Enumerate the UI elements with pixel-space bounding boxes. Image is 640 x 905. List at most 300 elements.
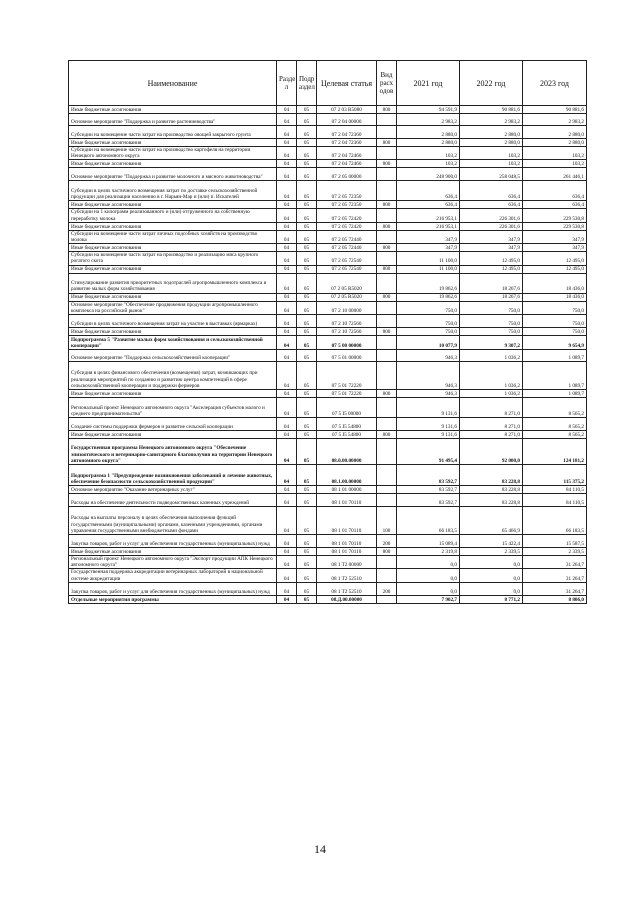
cell-subsection: 05 [297, 301, 317, 314]
cell-2023: 31 264,7 [523, 569, 587, 582]
cell-2023: 18 436,0 [523, 273, 587, 293]
cell-subsection: 05 [297, 106, 317, 114]
cell-2022: 83 228,8 [460, 486, 523, 494]
cell-subsection: 05 [297, 486, 317, 494]
cell-name: Расходы на выплаты персоналу в целях обеспечения выполнения функций государственными (муниципальными) органами, казенными учреждениями, органами управления государственными внебюджетными фондами [69, 507, 277, 535]
cell-section: 04 [277, 106, 297, 114]
table-row [69, 230, 587, 243]
table-row [69, 535, 587, 548]
cell-2022: 83 228,8 [460, 494, 523, 507]
cell-target: 07 5 01 72220 [317, 390, 377, 398]
cell-target: 07 5 I5 54800 [317, 431, 377, 439]
cell-2021: 750,0 [397, 328, 460, 336]
cell-target: 07 2 04 72360 [317, 139, 377, 147]
cell-2022: 0,0 [460, 556, 523, 569]
cell-2023: 750,0 [523, 328, 587, 336]
cell-section: 04 [277, 494, 297, 507]
cell-2021: 83 592,7 [397, 486, 460, 494]
table-row [69, 486, 587, 494]
cell-2021: 216 953,1 [397, 222, 460, 230]
cell-2022: 1 036,2 [460, 350, 523, 362]
cell-kind [377, 362, 397, 390]
cell-target: 07 2 05 72350 [317, 181, 377, 201]
cell-section: 04 [277, 582, 297, 595]
cell-name: Государственная программа Ненецкого автономного округа "Обеспечение эпизоотического и ветеринарно-санитарного благополучия на территории Ненецкого автономного округа" [69, 439, 277, 465]
cell-target: 07 2 04 00000 [317, 114, 377, 126]
cell-section: 04 [277, 139, 297, 147]
cell-target: 08 1 T2 52510 [317, 582, 377, 595]
cell-section: 04 [277, 293, 297, 301]
cell-target: 07 2 10 72560 [317, 328, 377, 336]
cell-2022: 226 301,6 [460, 222, 523, 230]
cell-2021: 2 983,2 [397, 114, 460, 126]
table-row [69, 147, 587, 160]
cell-name: Расходы на обеспечение деятельности подведомственных казенных учреждений [69, 494, 277, 507]
cell-kind [377, 350, 397, 362]
cell-section: 04 [277, 336, 297, 350]
table-row [69, 390, 587, 398]
cell-subsection: 05 [297, 230, 317, 243]
cell-name: Иные бюджетные ассигнования [69, 201, 277, 209]
cell-2023: 2 880,0 [523, 139, 587, 147]
cell-section: 04 [277, 439, 297, 465]
cell-2021: 347,9 [397, 230, 460, 243]
table-row [69, 569, 587, 582]
cell-2023: 8 806,0 [523, 595, 587, 603]
cell-subsection: 05 [297, 315, 317, 328]
cell-name: Иные бюджетные ассигнования [69, 160, 277, 168]
header-subsection: Подр аздел [297, 61, 317, 106]
cell-2021: 7 902,7 [397, 595, 460, 603]
cell-kind [377, 181, 397, 201]
cell-subsection: 05 [297, 439, 317, 465]
cell-2022: 258 048,5 [460, 168, 523, 181]
table-row [69, 494, 587, 507]
cell-2022: 347,9 [460, 244, 523, 252]
cell-2023: 84 110,5 [523, 494, 587, 507]
cell-subsection: 05 [297, 465, 317, 486]
cell-kind: 800 [377, 431, 397, 439]
table-row [69, 244, 587, 252]
cell-2023: 229 530,8 [523, 222, 587, 230]
header-2023: 2023 год [523, 61, 587, 106]
table-body [69, 106, 587, 604]
cell-subsection: 05 [297, 181, 317, 201]
cell-2021: 2 880,0 [397, 126, 460, 139]
cell-2023: 261 446,1 [523, 168, 587, 181]
cell-2022: 750,0 [460, 315, 523, 328]
cell-kind [377, 494, 397, 507]
cell-kind: 200 [377, 535, 397, 548]
cell-section: 04 [277, 486, 297, 494]
cell-2021: 10 077,9 [397, 336, 460, 350]
cell-2023: 347,9 [523, 244, 587, 252]
cell-2022: 90 881,6 [460, 106, 523, 114]
cell-section: 04 [277, 230, 297, 243]
cell-section: 04 [277, 507, 297, 535]
cell-2022: 750,0 [460, 301, 523, 314]
table-row [69, 252, 587, 265]
cell-section: 04 [277, 569, 297, 582]
cell-2023: 8 565,2 [523, 431, 587, 439]
cell-kind: 800 [377, 201, 397, 209]
cell-2023: 2 880,0 [523, 126, 587, 139]
cell-name: Иные бюджетные ассигнования [69, 328, 277, 336]
cell-name: Основное мероприятие "Оказание ветеринарных услуг" [69, 486, 277, 494]
cell-2022: 103,2 [460, 160, 523, 168]
cell-2022: 18 267,6 [460, 293, 523, 301]
cell-2022: 65 466,9 [460, 507, 523, 535]
cell-kind: 100 [377, 507, 397, 535]
cell-2023: 15 587,5 [523, 535, 587, 548]
cell-2022: 103,2 [460, 147, 523, 160]
cell-2023: 103,2 [523, 147, 587, 160]
cell-2021: 11 100,0 [397, 252, 460, 265]
cell-kind [377, 168, 397, 181]
cell-section: 04 [277, 595, 297, 603]
cell-2021: 636,4 [397, 181, 460, 201]
cell-kind [377, 418, 397, 431]
cell-kind [377, 301, 397, 314]
cell-2023: 1 089,7 [523, 390, 587, 398]
cell-2022: 226 301,6 [460, 209, 523, 222]
cell-2021: 946,3 [397, 362, 460, 390]
cell-section: 04 [277, 244, 297, 252]
cell-section: 04 [277, 418, 297, 431]
cell-name: Иные бюджетные ассигнования [69, 431, 277, 439]
cell-2021: 19 862,6 [397, 273, 460, 293]
cell-target: 08 1 T2 00000 [317, 556, 377, 569]
cell-section: 04 [277, 252, 297, 265]
cell-target: 07 5 01 72220 [317, 362, 377, 390]
table-row [69, 201, 587, 209]
cell-name: Иные бюджетные ассигнования [69, 390, 277, 398]
cell-2022: 8 271,0 [460, 431, 523, 439]
cell-name: Государственная поддержка аккредитации ветеринарных лабораторий в национальной системе аккредитации [69, 569, 277, 582]
cell-2023: 9 654,9 [523, 336, 587, 350]
cell-kind [377, 126, 397, 139]
cell-subsection: 05 [297, 494, 317, 507]
cell-subsection: 05 [297, 418, 317, 431]
cell-target: 08 1 01 70110 [317, 548, 377, 556]
cell-target: 08 1 T2 52510 [317, 569, 377, 582]
cell-subsection: 05 [297, 273, 317, 293]
cell-2021: 750,0 [397, 315, 460, 328]
table-row [69, 328, 587, 336]
cell-subsection: 05 [297, 336, 317, 350]
table-row [69, 362, 587, 390]
cell-2022: 2 880,0 [460, 139, 523, 147]
cell-kind: 800 [377, 222, 397, 230]
cell-2023: 103,2 [523, 160, 587, 168]
cell-2021: 946,3 [397, 390, 460, 398]
cell-subsection: 05 [297, 126, 317, 139]
table-row [69, 301, 587, 314]
cell-kind [377, 252, 397, 265]
cell-2021: 91 495,4 [397, 439, 460, 465]
table-row [69, 336, 587, 350]
cell-section: 04 [277, 147, 297, 160]
cell-kind: 800 [377, 244, 397, 252]
cell-kind [377, 147, 397, 160]
table-row [69, 181, 587, 201]
budget-table [68, 60, 587, 604]
table-row [69, 595, 587, 603]
cell-2021: 83 592,7 [397, 465, 460, 486]
cell-2021: 0,0 [397, 582, 460, 595]
cell-2021: 347,9 [397, 244, 460, 252]
cell-name: Иные бюджетные ассигнования [69, 548, 277, 556]
cell-subsection: 05 [297, 139, 317, 147]
header-name: Наименование [69, 61, 277, 106]
cell-name: Иные бюджетные ассигнования [69, 106, 277, 114]
cell-section: 04 [277, 431, 297, 439]
cell-2022: 1 036,2 [460, 390, 523, 398]
cell-target: 07 2 05 R5020 [317, 293, 377, 301]
cell-2021: 636,4 [397, 201, 460, 209]
table-row [69, 168, 587, 181]
cell-2021: 9 131,6 [397, 398, 460, 418]
cell-name: Создание системы поддержки фермеров и развитие сельской кооперации [69, 418, 277, 431]
cell-section: 04 [277, 201, 297, 209]
cell-name: Субсидия в целях финансового обеспечения (возмещения) затрат, возникающих при реализации мероприятий по созданию и развитию центра компетенций в сфере сельскохозяйственной кооперации и поддержки фермеров [69, 362, 277, 390]
cell-kind: 800 [377, 139, 397, 147]
cell-2021: 66 183,5 [397, 507, 460, 535]
cell-section: 04 [277, 265, 297, 273]
cell-kind [377, 595, 397, 603]
cell-2023: 636,4 [523, 181, 587, 201]
header-kind: Вид расх одов [377, 61, 397, 106]
cell-kind [377, 114, 397, 126]
cell-2023: 2 983,2 [523, 114, 587, 126]
cell-2021: 9 131,6 [397, 431, 460, 439]
cell-name: Иные бюджетные ассигнования [69, 139, 277, 147]
cell-target: 07 2 10 72560 [317, 315, 377, 328]
cell-target: 08 1 01 70110 [317, 507, 377, 535]
cell-kind [377, 230, 397, 243]
cell-kind: 800 [377, 390, 397, 398]
cell-target: 08.Д.00.00000 [317, 595, 377, 603]
cell-2023: 18 436,0 [523, 293, 587, 301]
cell-section: 04 [277, 160, 297, 168]
cell-2022: 636,4 [460, 181, 523, 201]
cell-subsection: 05 [297, 222, 317, 230]
cell-subsection: 05 [297, 293, 317, 301]
cell-section: 04 [277, 548, 297, 556]
cell-section: 04 [277, 328, 297, 336]
cell-2023: 84 110,5 [523, 486, 587, 494]
cell-2023: 636,4 [523, 201, 587, 209]
cell-target: 07 2 04 72460 [317, 160, 377, 168]
cell-subsection: 05 [297, 362, 317, 390]
cell-2023: 124 181,2 [523, 439, 587, 465]
cell-subsection: 05 [297, 168, 317, 181]
cell-section: 04 [277, 222, 297, 230]
cell-target: 08 1 01 70110 [317, 494, 377, 507]
cell-2022: 0,0 [460, 569, 523, 582]
cell-subsection: 05 [297, 147, 317, 160]
cell-name: Субсидии на возмещение части затрат на производство и реализацию мяса крупного рогатого скота [69, 252, 277, 265]
cell-kind: 200 [377, 582, 397, 595]
cell-target: 07 5 00 00000 [317, 336, 377, 350]
cell-2022: 83 228,8 [460, 465, 523, 486]
cell-kind [377, 439, 397, 465]
cell-target: 07 2 04 72460 [317, 147, 377, 160]
cell-name: Региональный проект Ненецкого автономного округа "Экспорт продукции АПК Ненецкого автономного округа" [69, 556, 277, 569]
cell-2021: 216 953,1 [397, 209, 460, 222]
cell-subsection: 05 [297, 328, 317, 336]
cell-name: Иные бюджетные ассигнования [69, 293, 277, 301]
cell-2021: 2 319,8 [397, 548, 460, 556]
cell-kind [377, 273, 397, 293]
budget-table-page [68, 60, 586, 604]
cell-2021: 946,3 [397, 350, 460, 362]
cell-subsection: 05 [297, 398, 317, 418]
cell-name: Стимулирование развития приоритетных подотраслей агропромышленного комплекса и развитие малых форм хозяйствования [69, 273, 277, 293]
cell-2022: 8 271,0 [460, 398, 523, 418]
header-target: Целевая статья [317, 61, 377, 106]
cell-name: Основное мероприятие "Поддержка сельскохозяйственной кооперации" [69, 350, 277, 362]
cell-2023: 2 339,5 [523, 548, 587, 556]
cell-subsection: 05 [297, 548, 317, 556]
cell-subsection: 05 [297, 244, 317, 252]
cell-target: 08.1.00.00000 [317, 465, 377, 486]
page-number: 14 [314, 842, 326, 856]
cell-2021: 19 862,6 [397, 293, 460, 301]
cell-kind [377, 465, 397, 486]
cell-2023: 31 264,7 [523, 582, 587, 595]
cell-section: 04 [277, 301, 297, 314]
cell-subsection: 05 [297, 265, 317, 273]
table-row [69, 418, 587, 431]
cell-2022: 15 422,4 [460, 535, 523, 548]
table-row [69, 273, 587, 293]
cell-name: Отдельные мероприятия программы [69, 595, 277, 603]
table-row [69, 548, 587, 556]
cell-target: 07 2 05 R5020 [317, 273, 377, 293]
cell-name: Субсидии в целях частичного возмещения затрат по доставке сельскохозяйственной продукции для реализации населению в г. Нарьян-Мар и (или) п. Искателей [69, 181, 277, 201]
cell-2022: 347,9 [460, 230, 523, 243]
cell-kind [377, 486, 397, 494]
cell-name: Иные бюджетные ассигнования [69, 265, 277, 273]
cell-target: 07 2 05 72540 [317, 252, 377, 265]
cell-2023: 115 375,2 [523, 465, 587, 486]
cell-2022: 2 880,0 [460, 126, 523, 139]
cell-kind [377, 209, 397, 222]
cell-2021: 2 880,0 [397, 139, 460, 147]
cell-section: 04 [277, 273, 297, 293]
table-row [69, 160, 587, 168]
cell-2022: 636,4 [460, 201, 523, 209]
header-2022: 2022 год [460, 61, 523, 106]
cell-section: 04 [277, 535, 297, 548]
cell-target: 07 2 05 72350 [317, 201, 377, 209]
header-section: Разде л [277, 61, 297, 106]
cell-subsection: 05 [297, 390, 317, 398]
cell-name: Закупка товаров, работ и услуг для обеспечения государственных (муниципальных) нужд [69, 535, 277, 548]
cell-2021: 15 089,4 [397, 535, 460, 548]
cell-2023: 750,0 [523, 301, 587, 314]
cell-2021: 0,0 [397, 556, 460, 569]
cell-2021: 750,0 [397, 301, 460, 314]
table-row [69, 582, 587, 595]
cell-section: 04 [277, 390, 297, 398]
cell-2022: 2 339,5 [460, 548, 523, 556]
table-row [69, 126, 587, 139]
cell-2022: 8 771,2 [460, 595, 523, 603]
cell-name: Основное мероприятие "Поддержка и развитие растениеводства" [69, 114, 277, 126]
cell-section: 04 [277, 362, 297, 390]
cell-subsection: 05 [297, 535, 317, 548]
table-row [69, 350, 587, 362]
cell-section: 04 [277, 209, 297, 222]
cell-target: 07 5 I5 54800 [317, 418, 377, 431]
table-row [69, 139, 587, 147]
cell-name: Субсидии на 1 килограмм реализованного и (или) отгруженного на собственную переработку молока [69, 209, 277, 222]
table-row [69, 222, 587, 230]
cell-kind: 800 [377, 548, 397, 556]
cell-2022: 0,0 [460, 582, 523, 595]
cell-subsection: 05 [297, 252, 317, 265]
table-header-row [69, 61, 587, 106]
table-row [69, 398, 587, 418]
cell-target: 07 2 05 72420 [317, 209, 377, 222]
cell-name: Региональный проект Ненецкого автономного округа "Акселерация субъектов малого и среднего предпринимательства" [69, 398, 277, 418]
cell-kind: 800 [377, 265, 397, 273]
cell-2021: 94 591,9 [397, 106, 460, 114]
cell-2021: 11 100,0 [397, 265, 460, 273]
cell-2022: 92 000,0 [460, 439, 523, 465]
cell-name: Подпрограмма 1 "Предупреждение возникновения заболеваний и лечение животных, обеспечение безопасности сельскохозяйственной продукции" [69, 465, 277, 486]
table-row [69, 106, 587, 114]
cell-name: Иные бюджетные ассигнования [69, 244, 277, 252]
cell-subsection: 05 [297, 201, 317, 209]
cell-subsection: 05 [297, 114, 317, 126]
table-row [69, 114, 587, 126]
table-row [69, 507, 587, 535]
cell-subsection: 05 [297, 507, 317, 535]
cell-2022: 750,0 [460, 328, 523, 336]
cell-target: 07 5 01 00000 [317, 350, 377, 362]
cell-name: Иные бюджетные ассигнования [69, 222, 277, 230]
cell-target: 07 5 I5 00000 [317, 398, 377, 418]
cell-section: 04 [277, 398, 297, 418]
cell-2021: 9 131,6 [397, 418, 460, 431]
cell-section: 04 [277, 465, 297, 486]
cell-section: 04 [277, 126, 297, 139]
cell-2021: 103,2 [397, 160, 460, 168]
cell-name: Закупка товаров, работ и услуг для обеспечения государственных (муниципальных) нужд [69, 582, 277, 595]
cell-target: 07 2 03 R5080 [317, 106, 377, 114]
table-row [69, 439, 587, 465]
cell-2022: 1 036,2 [460, 362, 523, 390]
cell-2023: 347,9 [523, 230, 587, 243]
cell-kind: 800 [377, 106, 397, 114]
table-row [69, 293, 587, 301]
cell-target: 07 2 05 72420 [317, 222, 377, 230]
cell-2022: 8 271,0 [460, 418, 523, 431]
cell-target: 07 2 05 00000 [317, 168, 377, 181]
cell-target: 07 2 05 72440 [317, 230, 377, 243]
cell-section: 04 [277, 315, 297, 328]
cell-2022: 9 307,2 [460, 336, 523, 350]
cell-2022: 2 983,2 [460, 114, 523, 126]
cell-subsection: 05 [297, 569, 317, 582]
cell-section: 04 [277, 350, 297, 362]
cell-target: 07 2 04 72360 [317, 126, 377, 139]
table-row [69, 209, 587, 222]
cell-section: 04 [277, 556, 297, 569]
